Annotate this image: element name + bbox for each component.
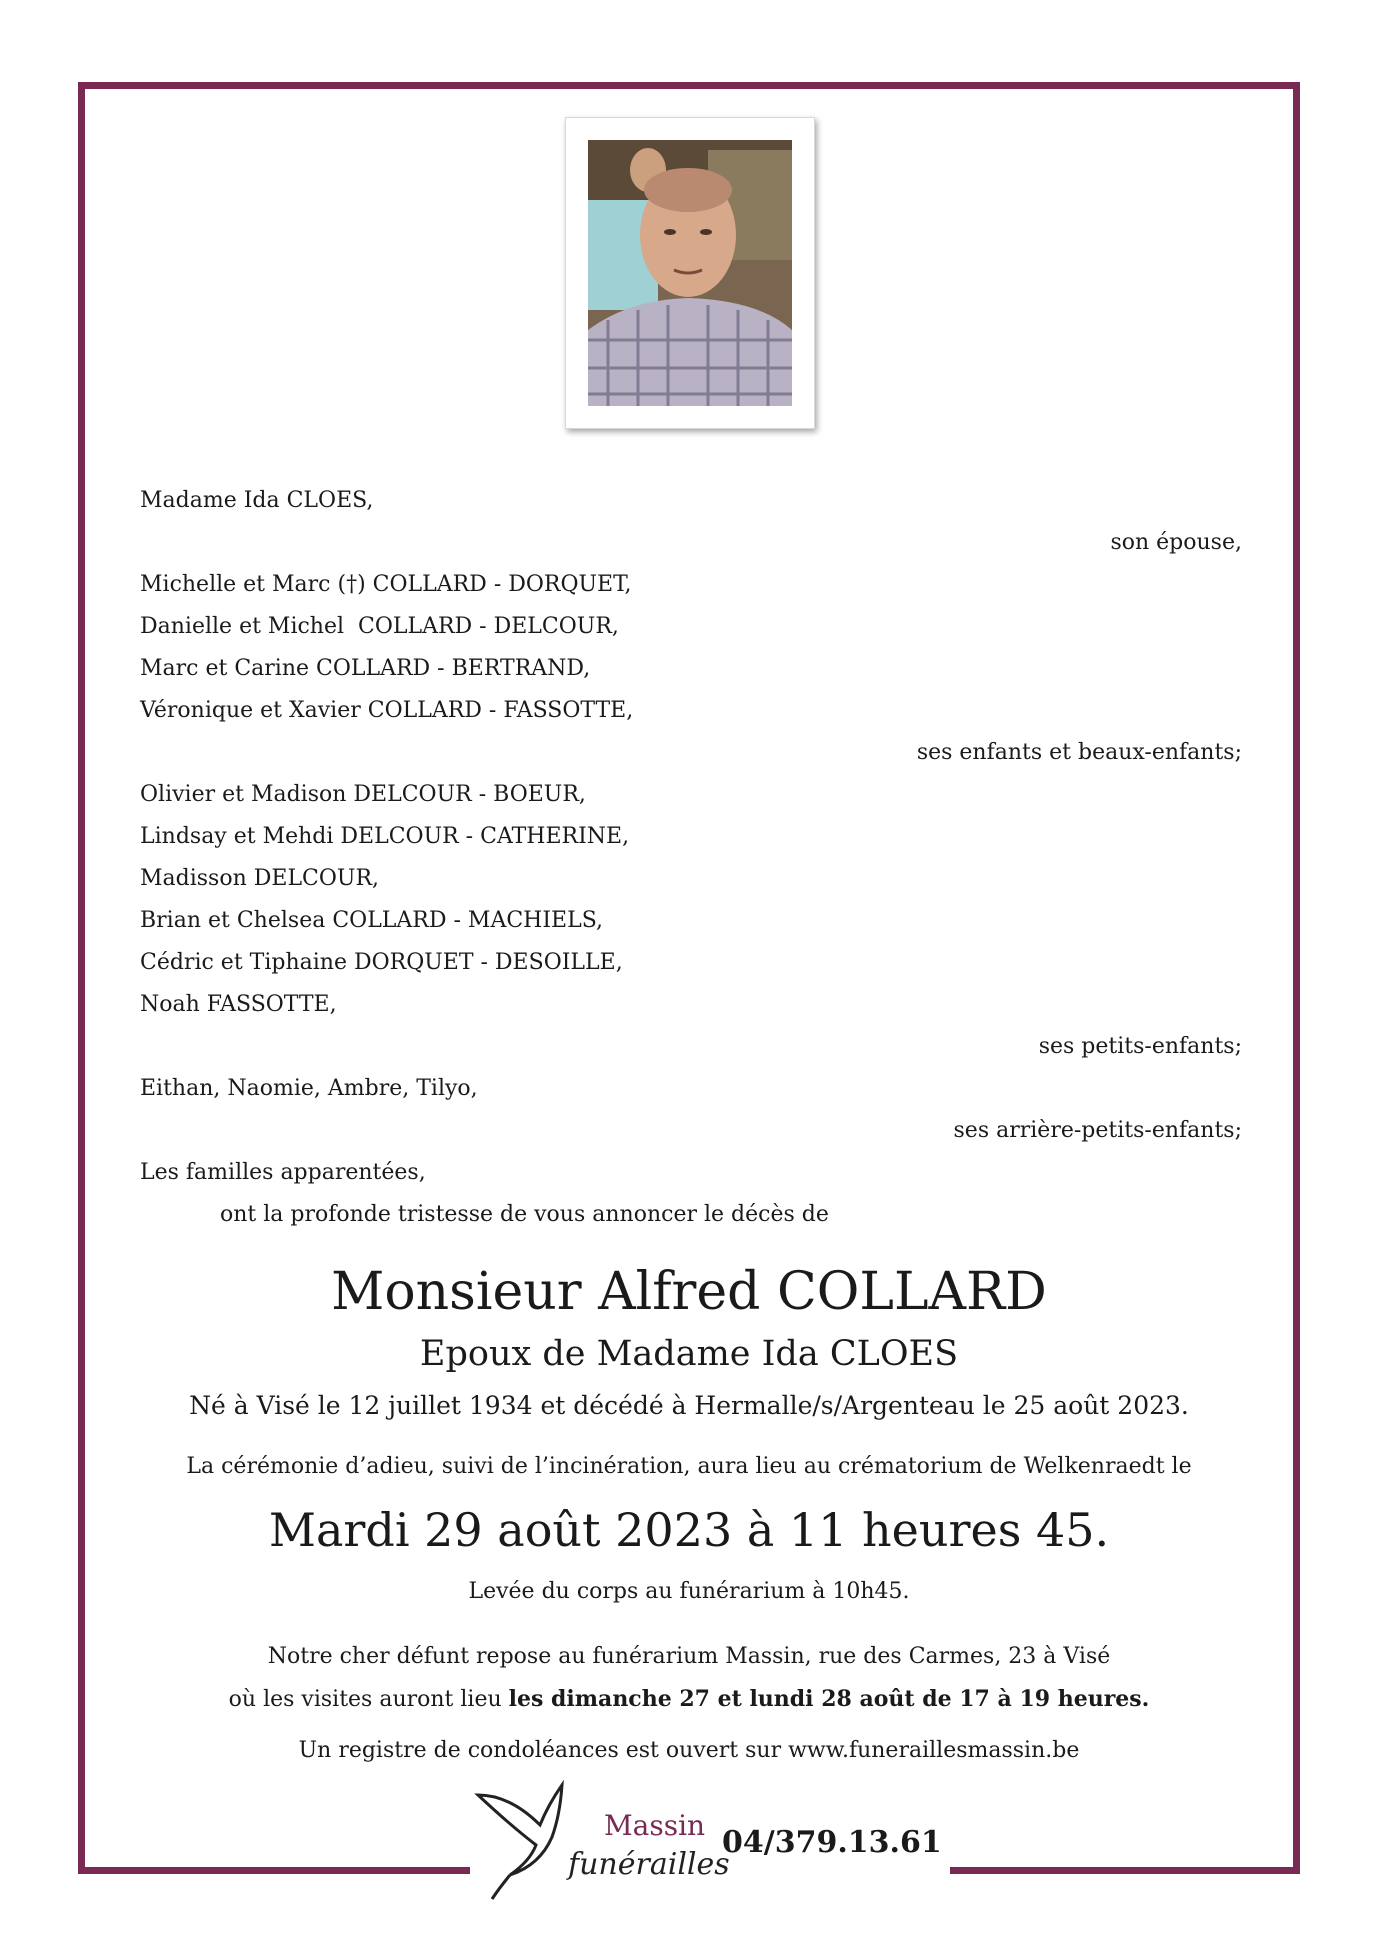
family-line: ont la profonde tristesse de vous annoncer le décès de xyxy=(220,1202,829,1227)
repose-info xyxy=(90,1636,1288,1721)
family-line: ses petits-enfants; xyxy=(1038,1034,1242,1059)
funeral-home-logo xyxy=(470,1775,950,1905)
family-line: Danielle et Michel COLLARD - DELCOUR, xyxy=(140,614,619,639)
phone-number: 04/379.13.61 xyxy=(722,1825,942,1860)
family-line: son épouse, xyxy=(1110,530,1242,555)
deceased-spouse: Epoux de Madame Ida CLOES xyxy=(419,1334,959,1374)
family-line: Cédric et Tiphaine DORQUET - DESOILLE, xyxy=(140,950,623,975)
family-line: Les familles apparentées, xyxy=(140,1160,426,1185)
family-line: Lindsay et Mehdi DELCOUR - CATHERINE, xyxy=(140,824,630,849)
family-line: Noah FASSOTTE, xyxy=(140,992,337,1017)
logo-brand-top: Massin xyxy=(604,1809,706,1842)
condolence-register: Un registre de condoléances est ouvert sur www.funeraillesmassin.be xyxy=(298,1738,1080,1763)
logo-brand-bottom: funérailles xyxy=(568,1847,730,1882)
visiting-hours: les dimanche 27 et lundi 28 août de 17 à 19 heures. xyxy=(508,1686,1150,1712)
deceased-name: Monsieur Alfred COLLARD xyxy=(331,1262,1047,1322)
family-line: Marc et Carine COLLARD - BERTRAND, xyxy=(140,656,591,681)
repose-line-1: Notre cher défunt repose au funérarium Massin, rue des Carmes, 23 à Visé xyxy=(267,1644,1111,1669)
family-line: ses arrière-petits-enfants; xyxy=(953,1118,1242,1143)
family-line: Olivier et Madison DELCOUR - BOEUR, xyxy=(140,782,586,807)
repose-line-2 xyxy=(90,1678,1288,1721)
family-line: Michelle et Marc (†) COLLARD - DORQUET, xyxy=(140,572,632,597)
portrait-photo xyxy=(588,140,792,406)
family-line: Véronique et Xavier COLLARD - FASSOTTE, xyxy=(140,698,634,723)
levee-du-corps: Levée du corps au funérarium à 10h45. xyxy=(468,1579,910,1604)
portrait-illustration xyxy=(588,140,792,406)
family-line: Madisson DELCOUR, xyxy=(140,866,380,891)
family-line: Brian et Chelsea COLLARD - MACHIELS, xyxy=(140,908,603,933)
family-line: Eithan, Naomie, Ambre, Tilyo, xyxy=(140,1076,478,1101)
ceremony-intro: La cérémonie d’adieu, suivi de l’incinération, aura lieu au crématorium de Welkenraedt le xyxy=(186,1454,1192,1479)
portrait-frame xyxy=(565,117,815,429)
family-line: ses enfants et beaux-enfants; xyxy=(916,740,1242,765)
dove-icon xyxy=(470,1775,600,1905)
deceased-dates: Né à Visé le 12 juillet 1934 et décédé à Hermalle/s/Argenteau le 25 août 2023. xyxy=(189,1391,1189,1420)
repose-line-2-prefix: où les visites auront lieu xyxy=(228,1687,509,1712)
family-list xyxy=(140,480,1242,1236)
family-line: Madame Ida CLOES, xyxy=(140,488,374,513)
ceremony-datetime: Mardi 29 août 2023 à 11 heures 45. xyxy=(268,1503,1110,1557)
